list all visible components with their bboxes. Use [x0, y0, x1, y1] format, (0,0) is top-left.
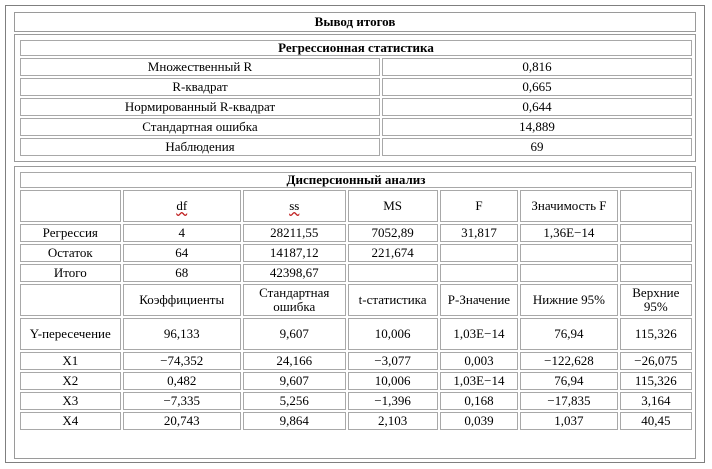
anova-row-label: Итого — [20, 264, 121, 282]
anova-cell — [440, 244, 519, 262]
coef-row-label: X2 — [20, 372, 121, 390]
coef-cell: 115,326 — [620, 372, 692, 390]
coef-col-lower-95: Нижние 95% — [520, 284, 617, 316]
anova-cell: 1,36E−14 — [520, 224, 617, 242]
anova-row-label: Регрессия — [20, 224, 121, 242]
anova-row-label: Остаток — [20, 244, 121, 262]
coef-cell: 24,166 — [243, 352, 346, 370]
anova-cell — [348, 264, 438, 282]
coef-row-label: X3 — [20, 392, 121, 410]
anova-empty-cell — [620, 190, 692, 222]
anova-empty-cell — [620, 224, 692, 242]
coef-cell: 96,133 — [123, 318, 241, 350]
coef-cell: 0,039 — [440, 412, 519, 430]
anova-cell — [520, 244, 617, 262]
coef-cell: 9,607 — [243, 318, 346, 350]
anova-col-ss: ss — [243, 190, 346, 222]
anova-table — [18, 170, 694, 432]
coef-cell: 0,168 — [440, 392, 519, 410]
anova-col-ms: MS — [348, 190, 438, 222]
coef-cell: 9,607 — [243, 372, 346, 390]
anova-col-significance: Значимость F — [520, 190, 617, 222]
anova-cell — [520, 264, 617, 282]
coef-cell: −1,396 — [348, 392, 438, 410]
anova-cell: 68 — [123, 264, 241, 282]
coef-cell: 115,326 — [620, 318, 692, 350]
anova-empty-cell — [620, 264, 692, 282]
coef-cell: −74,352 — [123, 352, 241, 370]
stat-value: 0,816 — [382, 58, 692, 76]
coef-cell: 1,03E−14 — [440, 318, 519, 350]
anova-empty-cell — [620, 244, 692, 262]
stat-value: 69 — [382, 138, 692, 156]
coef-cell: 3,164 — [620, 392, 692, 410]
coef-cell: 40,45 — [620, 412, 692, 430]
anova-corner-cell — [20, 190, 121, 222]
anova-header: Дисперсионный анализ — [20, 172, 692, 188]
stat-value: 14,889 — [382, 118, 692, 136]
stat-label: R-квадрат — [20, 78, 380, 96]
anova-cell — [440, 264, 519, 282]
stat-value: 0,665 — [382, 78, 692, 96]
stat-label: Наблюдения — [20, 138, 380, 156]
coef-col-upper-95: Верхние 95% — [620, 284, 692, 316]
coef-cell: 0,482 — [123, 372, 241, 390]
coef-cell: −17,835 — [520, 392, 617, 410]
report-container — [5, 5, 705, 463]
coef-cell: 10,006 — [348, 318, 438, 350]
anova-cell: 221,674 — [348, 244, 438, 262]
coef-corner-cell — [20, 284, 121, 316]
anova-cell: 4 — [123, 224, 241, 242]
coef-cell: 0,003 — [440, 352, 519, 370]
coef-row-label: X1 — [20, 352, 121, 370]
coef-cell: 1,03E−14 — [440, 372, 519, 390]
anova-cell: 7052,89 — [348, 224, 438, 242]
regression-statistics-table — [18, 38, 694, 158]
coef-cell: 2,103 — [348, 412, 438, 430]
coef-col-t-stat: t-статистика — [348, 284, 438, 316]
stat-value: 0,644 — [382, 98, 692, 116]
stat-label: Стандартная ошибка — [20, 118, 380, 136]
coef-cell: 9,864 — [243, 412, 346, 430]
coef-col-coefficient: Коэффициенты — [123, 284, 241, 316]
anova-cell: 28211,55 — [243, 224, 346, 242]
coef-col-std-error: Стандартная ошибка — [243, 284, 346, 316]
coef-cell: 20,743 — [123, 412, 241, 430]
report-title: Вывод итогов — [14, 12, 696, 32]
coef-row-label: Y-пересечение — [20, 318, 121, 350]
coef-cell: −3,077 — [348, 352, 438, 370]
coef-cell: 76,94 — [520, 372, 617, 390]
coef-col-p-value: P-Значение — [440, 284, 519, 316]
regression-statistics-box — [14, 34, 696, 162]
anova-box — [14, 166, 696, 459]
anova-col-f: F — [440, 190, 519, 222]
coef-cell: 10,006 — [348, 372, 438, 390]
anova-cell: 14187,12 — [243, 244, 346, 262]
anova-col-df: df — [123, 190, 241, 222]
stat-label: Множественный R — [20, 58, 380, 76]
coef-row-label: X4 — [20, 412, 121, 430]
coef-cell: −7,335 — [123, 392, 241, 410]
stat-label: Нормированный R-квадрат — [20, 98, 380, 116]
regression-statistics-header: Регрессионная статистика — [20, 40, 692, 56]
coef-cell: −26,075 — [620, 352, 692, 370]
anova-cell: 31,817 — [440, 224, 519, 242]
coef-cell: 5,256 — [243, 392, 346, 410]
anova-cell: 42398,67 — [243, 264, 346, 282]
coef-cell: 1,037 — [520, 412, 617, 430]
coef-cell: −122,628 — [520, 352, 617, 370]
coef-cell: 76,94 — [520, 318, 617, 350]
anova-cell: 64 — [123, 244, 241, 262]
